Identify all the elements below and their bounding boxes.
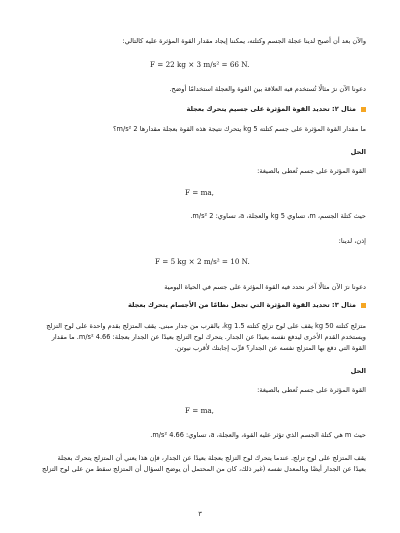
example-2-formula: F = ma, (185, 188, 214, 197)
example-3-explanation-line-2: بعيدًا عن الجدار أيضًا وبالمعدل نفسه (غير ذلك، كان من المحتمل أن يوضح السؤال أن المتزلج سقط من على لوح التزلج (42, 465, 366, 473)
transition-paragraph-2: دعونا نرَ الآن مثالًا آخر نحدد فيه القوة المؤثرة على جسم في الحياة اليومية (164, 283, 366, 291)
example-3-given-line: القوة المؤثرة على جسم تُعطى بالصيغة: (257, 386, 366, 394)
example-2-heading (186, 105, 366, 113)
example-2-so-line: إذن، لدينا: (338, 237, 366, 245)
example-2-solution-label: الحل (350, 148, 366, 156)
transition-paragraph-1: دعونا الآن نرَ مثالًا تُستخدم فيه العلاقة بين القوة والعجلة استخدامًا أوضح. (169, 85, 366, 93)
example-3-formula: F = ma, (185, 406, 214, 415)
intro-paragraph: والآن بعد أن أصبح لدينا عجلة الجسم وكتلته، يمكننا إيجاد مقدار القوة المؤثرة عليه كالتالي: (122, 37, 366, 45)
equation-force-66n: F = 22 kg × 3 m/s² = 66 N. (150, 60, 250, 69)
example-2-where-line: حيث كتلة الجسم، m، تساوي 5 kg والعجلة، a، تساوي: 2 m/s². (190, 212, 366, 220)
example-marker-square (361, 107, 366, 112)
example-3-question-line-3: القوة التي دفع بها المتزلج نفسه عن الجدار؟ قرِّب إجابتك لأقرب نيوتن. (174, 344, 366, 352)
example-2-result: F = 5 kg × 2 m/s² = 10 N. (155, 257, 250, 266)
example-2-question: ما مقدار القوة المؤثرة على جسم كتلته 5 kg يتحرك نتيجة هذه القوة بعجلة مقدارها 2 m/s²؟ (113, 125, 366, 133)
example-3-question-line-2: ويستخدم القدم الأخرى ليدفع نفسه بعيدًا عن الجدار. يتحرك لوح التزلج بعيدًا عن الجدار بعجلة: 4.66 m/s². ما مقدار (51, 333, 366, 341)
example-marker-square (361, 303, 366, 308)
example-3-where-line: حيث m هي كتلة الجسم الذي تؤثر عليه القوة، والعجلة، a، تساوي: 4.66 m/s². (150, 431, 366, 439)
page-number: ٣ (198, 510, 202, 518)
example-3-question-line-1: متزلج كتلته 50 kg يقف على لوح تزلج كتلته 1.5 kg، بالقرب من جدار مبنى. يقف المتزلج بقدم واحدة على لوح التزلج (46, 322, 366, 330)
example-3-explanation-line-1: يقف المتزلج على لوح تزلج. عندما يتحرك لوح التزلج بعجلة بعيدًا عن الجدار، فإن هذا يعني أن المتزلج يتحرك بعجلة (57, 454, 366, 462)
example-2-given-line: القوة المؤثرة على جسم تُعطى بالصيغة: (257, 167, 366, 175)
example-3-title: مثال ٣: تحديد القوة المؤثرة التي تجعل نظامًا من الأجسام يتحرك بعجلة (127, 301, 356, 309)
example-2-title: مثال ٢: تحديد القوة المؤثرة على جسيم يتحرك بعجلة (186, 105, 356, 113)
example-3-heading (128, 301, 366, 309)
example-3-solution-label: الحل (350, 367, 366, 375)
